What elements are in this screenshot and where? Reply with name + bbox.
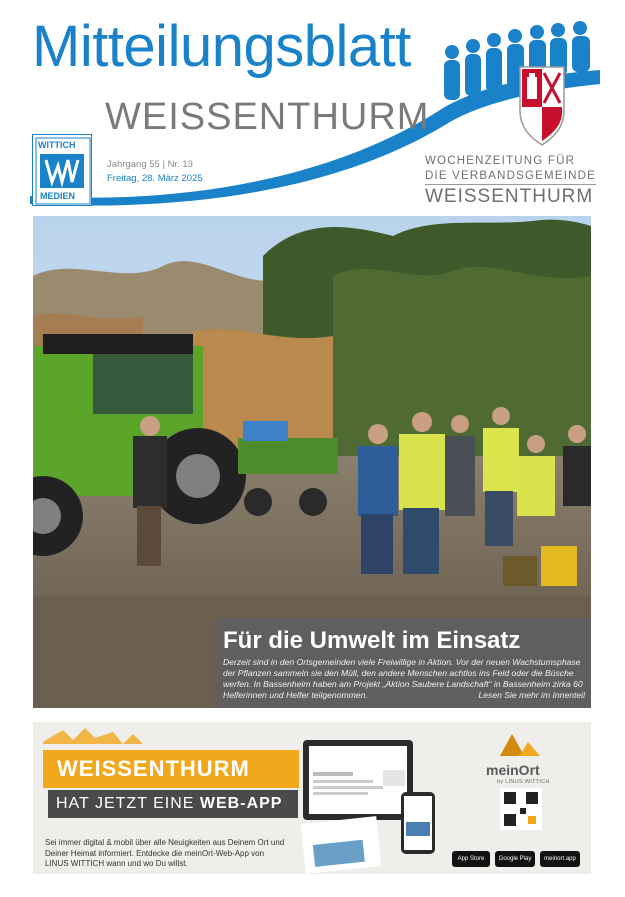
advert-headline-tag <box>43 750 299 788</box>
tagline-line-2: DIE VERBANDSGEMEINDE <box>425 170 596 185</box>
tagline-line-1: WOCHENZEITUNG FÜR <box>425 155 576 167</box>
publication-title: Mitteilungsblatt <box>32 14 411 79</box>
advert-subline-tag <box>48 790 298 818</box>
app-store-badge[interactable]: App Store <box>452 851 490 867</box>
meinort-logo-icon <box>498 730 542 760</box>
cover-body-text: Derzeit sind in den Ortsgemeinden viele Freiwillige in Aktion. Vor der neuen Wachstumsphase der Pflanzen sammeln sie den Müll, den andere Menschen achtlos ins Feld oder die Büsche werfen. In Bassenheim haben am Projekt „Aktion Saubere Landschaft“ in Bassenheim zirka 60 Helferinnen und Helfer teilgenommen. <box>223 657 583 700</box>
cover-body <box>223 657 585 701</box>
publisher-logo <box>32 134 92 206</box>
tagline-line-3: WEISSENTHURM <box>425 186 594 207</box>
meinort-brand: meinOrt <box>486 762 540 778</box>
meinort-app-badge[interactable]: meinort.app <box>540 851 580 867</box>
cover-headline: Für die Umwelt im Einsatz <box>223 627 521 654</box>
advert-body: Sei immer digital & mobil über alle Neuigkeiten aus Deinem Ort und Deiner Heimat informiert. Entdecke die meinOrt-Web-App von LINUS WITTICH wann und wo Du willst. <box>45 838 285 868</box>
issue-date: Freitag, 28. März 2025 <box>107 173 203 184</box>
google-play-badge[interactable]: Google Play <box>495 851 535 867</box>
advert-subline-regular: HAT JETZT EINE <box>56 795 200 812</box>
publication-subtitle: WEISSENTHURM <box>105 96 430 138</box>
advert-headline: WEISSENTHURM <box>57 756 250 781</box>
issue-number: Jahrgang 55 | Nr. 13 <box>107 159 193 170</box>
meinort-brand-by: by LINUS WITTICH <box>497 779 550 785</box>
publisher-logo-bottom: MEDIEN <box>40 191 76 201</box>
advert-subline-bold: WEB-APP <box>199 795 283 812</box>
publisher-logo-top: WITTICH <box>38 140 76 150</box>
coat-of-arms-icon <box>518 63 566 147</box>
read-more: Lesen Sie mehr im Innenteil <box>478 690 585 700</box>
advert-subline <box>56 795 282 813</box>
